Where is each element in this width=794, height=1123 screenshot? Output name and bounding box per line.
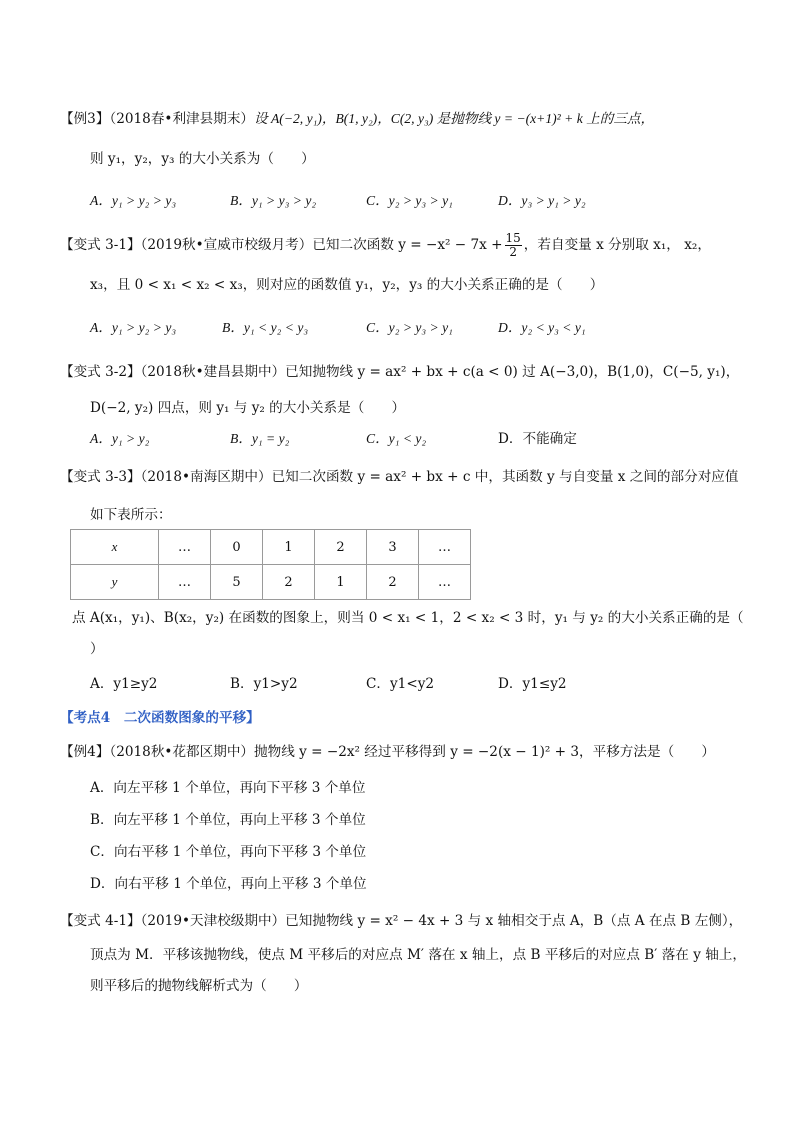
example-3-option-b: B．y₁ > y₃ > y₂ [230,193,317,208]
table-cell: 5 [211,565,263,600]
table-cell: 2 [263,565,315,600]
variant-3-2-option-d: D．不能确定 [498,431,577,447]
variant-3-3-tag: 【变式 3-3】 [60,469,141,485]
variant-3-3-condition-end: ） [90,641,104,657]
variant-4-1-stem-cont: 顶点为 M．平移该抛物线，使点 M 平移后的对应点 M′ 落在 x 轴上，点 B 平移后的对应点 B′ 落在 y 轴上， [90,947,746,963]
variant-3-3-option-d: D．y1≤y2 [498,676,567,692]
table-cell: 3 [367,530,419,565]
table-cell: 1 [263,530,315,565]
variant-4-1-question [60,912,742,930]
fraction-denominator: 2 [509,245,517,259]
example-3-question [60,110,654,128]
table-cell: 1 [315,565,367,600]
variant-3-3-source: （2018•南海区期中） [140,469,272,485]
variant-3-1-option-c: C．y₂ > y₃ > y₁ [366,320,453,335]
example-3-option-d: D．y₃ > y₁ > y₂ [498,193,586,208]
variant-3-3-option-c: C．y1<y2 [366,676,435,692]
example-4-question [60,743,715,761]
example-4-source: （2018秋•花都区期中） [109,744,255,760]
variant-3-2-option-b: B．y₁ = y₂ [230,431,290,446]
table-row-x [71,530,471,565]
variant-3-3-stem-cont: 如下表所示： [90,507,172,523]
table-cell: … [419,530,471,565]
variant-3-2-source: （2018秋•建昌县期中） [140,364,286,380]
table-cell: … [419,565,471,600]
table-cell: y [71,565,159,600]
variant-3-1-source: （2019秋•宣威市校级月考） [140,237,313,253]
example-3-stem-cont: 则 y₁，y₂，y₃ 的大小关系为（ ） [90,151,315,167]
example-4-option-b: B．向左平移 1 个单位，再向上平移 3 个单位 [90,812,366,828]
variant-3-1-stem-cont: x₃，且 0 < x₁ < x₂ < x₃，则对应的函数值 y₁，y₂，y₃ 的大小关系正确的是（ ） [90,277,604,293]
variant-3-1-option-a: A．y₁ > y₂ > y₃ [90,320,177,335]
value-table [70,529,471,600]
variant-4-1-tag: 【变式 4-1】 [60,913,141,929]
variant-3-3-condition: 点 A(x₁，y₁)、B(x₂，y₂) 在函数的图象上，则当 0 < x₁ < 1，2 < x₂ < 3 时，y₁ 与 y₂ 的大小关系正确的是（ [72,610,744,626]
section-heading-4: 【考点4 二次函数图象的平移】 [60,710,260,726]
table-cell: 0 [211,530,263,565]
variant-3-2-question [60,363,739,381]
fraction-numerator: 15 [505,231,521,245]
example-4-stem: 抛物线 y = −2x² 经过平移得到 y = −2(x − 1)² + 3，平移方法是（ ） [254,744,715,760]
variant-3-3-stem: 已知二次函数 y = ax² + bx + c 中，其函数 y 与自变量 x 之间的部分对应值 [271,469,739,485]
variant-3-1-question [60,228,711,262]
example-4-option-c: C．向右平移 1 个单位，再向下平移 3 个单位 [90,844,367,860]
table-cell: … [159,530,211,565]
table-cell: x [71,530,159,565]
example-3-option-c: C．y₂ > y₃ > y₁ [366,193,453,208]
variant-3-2-option-c: C．y₁ < y₂ [366,431,427,446]
variant-3-2-option-a: A．y₁ > y₂ [90,431,150,446]
example-4-tag: 【例4】 [60,744,110,760]
variant-3-1-stem: 已知二次函数 y = −x² − 7x + [312,237,503,253]
variant-4-1-source: （2019•天津校级期中） [140,913,286,929]
example-4-option-a: A．向左平移 1 个单位，再向下平移 3 个单位 [90,780,366,796]
table-cell: 2 [315,530,367,565]
example-4-option-d: D．向右平移 1 个单位，再向上平移 3 个单位 [90,876,367,892]
table-cell: 2 [367,565,419,600]
variant-4-1-stem-end: 则平移后的抛物线解析式为（ ） [90,978,308,994]
variant-3-3-option-a: A．y1≥y2 [90,676,158,692]
example-3-stem: 设 A(−2, y₁)，B(1, y₂)，C(2, y₃) 是抛物线 y = −(x+1)² + k 上的三点， [254,111,655,126]
variant-3-1-tag: 【变式 3-1】 [60,237,141,253]
variant-3-3-question [60,468,738,486]
fraction-15-2 [505,232,522,259]
example-3-option-a: A．y₁ > y₂ > y₃ [90,193,177,208]
variant-3-2-stem-cont: D(−2, y₂) 四点，则 y₁ 与 y₂ 的大小关系是（ ） [90,400,406,416]
table-cell: … [159,565,211,600]
variant-3-1-option-d: D．y₂ < y₃ < y₁ [498,320,586,335]
variant-3-1-option-b: B．y₁ < y₂ < y₃ [222,320,309,335]
variant-3-1-stem-tail: ，若自变量 x 分别取 x₁， x₂， [523,237,711,253]
variant-3-2-tag: 【变式 3-2】 [60,364,141,380]
variant-3-2-stem: 已知抛物线 y = ax² + bx + c(a < 0) 过 A(−3,0)，B(1,0)，C(−5, y₁)， [285,364,740,380]
table-row-y [71,565,471,600]
example-3-tag: 【例3】 [60,111,110,127]
variant-4-1-stem: 已知抛物线 y = x² − 4x + 3 与 x 轴相交于点 A，B（点 A 在点 B 左侧）， [285,913,743,929]
variant-3-3-option-b: B．y1>y2 [230,676,298,692]
example-3-source: （2018春•利津县期末） [109,111,255,127]
